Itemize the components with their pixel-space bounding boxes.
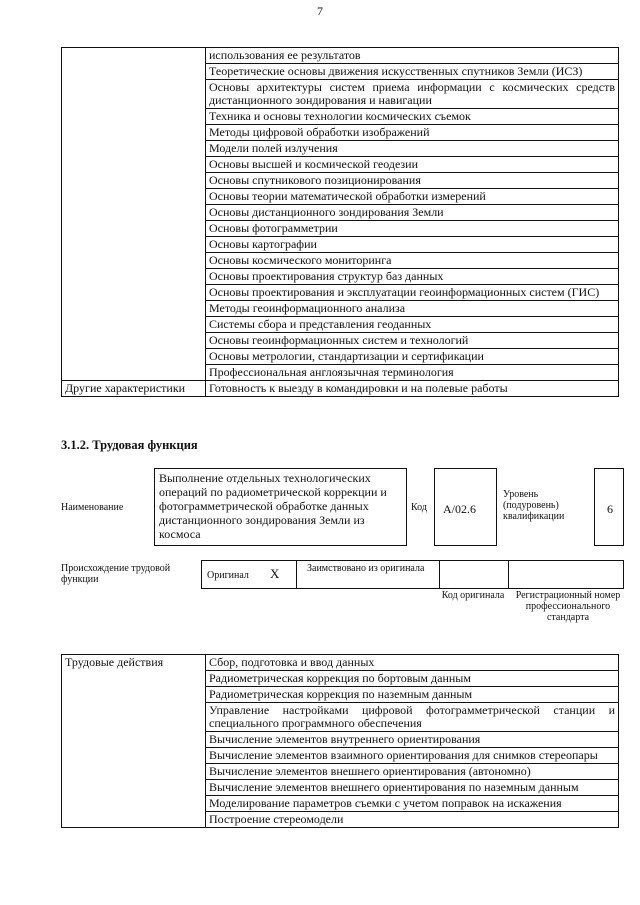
table-row	[62, 48, 619, 64]
code-value: А/02.6	[434, 468, 497, 546]
knowledge-item: Основы архитектуры систем приема информации с космических средств дистанционного зондирования и навигации	[206, 80, 619, 109]
action-item: Вычисление элементов взаимного ориентирования для снимков стереопары	[206, 748, 619, 764]
knowledge-item: Теоретические основы движения искусственных спутников Земли (ИСЗ)	[206, 64, 619, 80]
function-name-box: Выполнение отдельных технологических операций по радиометрической коррекции и фотограмметрической обработке данных дистанционного зондирования Земли из космоса	[154, 468, 407, 546]
knowledge-item: Основы картографии	[206, 237, 619, 253]
action-item: Сбор, подготовка и ввод данных	[206, 655, 619, 671]
original-label: Оригинал	[207, 570, 249, 581]
level-label: Уровень (подуровень) квалификации	[503, 489, 565, 522]
row-label-empty	[62, 48, 206, 381]
origin-label: Происхождение трудовой функции	[61, 563, 171, 585]
action-item: Управление настройками цифровой фотограмметрической станции и специального программного обеспечения	[206, 703, 619, 732]
section-title: 3.1.2. Трудовая функция	[61, 438, 198, 452]
knowledge-item: Основы проектирования и эксплуатации геоинформационных систем (ГИС)	[206, 285, 619, 301]
knowledge-item: Методы геоинформационного анализа	[206, 301, 619, 317]
knowledge-item: использования ее результатов	[206, 48, 619, 64]
action-item: Моделирование параметров съемки с учетом поправок на искажения	[206, 796, 619, 812]
action-item: Вычисление элементов внешнего ориентирования по наземным данным	[206, 780, 619, 796]
reg-number-label: Регистрационный номер профессионального стандарта	[515, 590, 621, 623]
level-value: 6	[594, 468, 624, 546]
knowledge-item: Основы высшей и космической геодезии	[206, 157, 619, 173]
borrowed-label: Заимствовано из оригинала	[307, 563, 425, 574]
other-value: Готовность к выезду в командировки и на полевые работы	[206, 381, 619, 397]
table-row	[62, 381, 619, 397]
table-row	[62, 655, 619, 671]
action-item: Радиометрическая коррекция по наземным данным	[206, 687, 619, 703]
knowledge-item: Системы сбора и представления геоданных	[206, 317, 619, 333]
name-label: Наименование	[61, 502, 124, 513]
actions-label: Трудовые действия	[62, 655, 206, 828]
labor-actions-table	[61, 654, 619, 828]
action-item: Вычисление элементов внешнего ориентирования (автономно)	[206, 764, 619, 780]
page-number: 7	[317, 4, 323, 18]
other-label: Другие характеристики	[62, 381, 206, 397]
action-item: Вычисление элементов внутреннего ориентирования	[206, 732, 619, 748]
knowledge-item: Основы спутникового позиционирования	[206, 173, 619, 189]
knowledge-item: Методы цифровой обработки изображений	[206, 125, 619, 141]
action-item: Радиометрическая коррекция по бортовым данным	[206, 671, 619, 687]
knowledge-item: Основы дистанционного зондирования Земли	[206, 205, 619, 221]
code-original-label: Код оригинала	[441, 590, 505, 601]
knowledge-item: Основы геоинформационных систем и технологий	[206, 333, 619, 349]
knowledge-item: Профессиональная англоязычная терминология	[206, 365, 619, 381]
original-mark: X	[270, 566, 280, 581]
knowledge-item: Основы космического мониторинга	[206, 253, 619, 269]
code-label: Код	[411, 502, 427, 513]
knowledge-item: Модели полей излучения	[206, 141, 619, 157]
knowledge-item: Основы проектирования структур баз данных	[206, 269, 619, 285]
knowledge-item: Основы теории математической обработки измерений	[206, 189, 619, 205]
knowledge-item: Основы метрологии, стандартизации и сертификации	[206, 349, 619, 365]
knowledge-table	[61, 47, 619, 397]
knowledge-item: Основы фотограмметрии	[206, 221, 619, 237]
knowledge-item: Техника и основы технологии космических съемок	[206, 109, 619, 125]
action-item: Построение стереомодели	[206, 812, 619, 828]
